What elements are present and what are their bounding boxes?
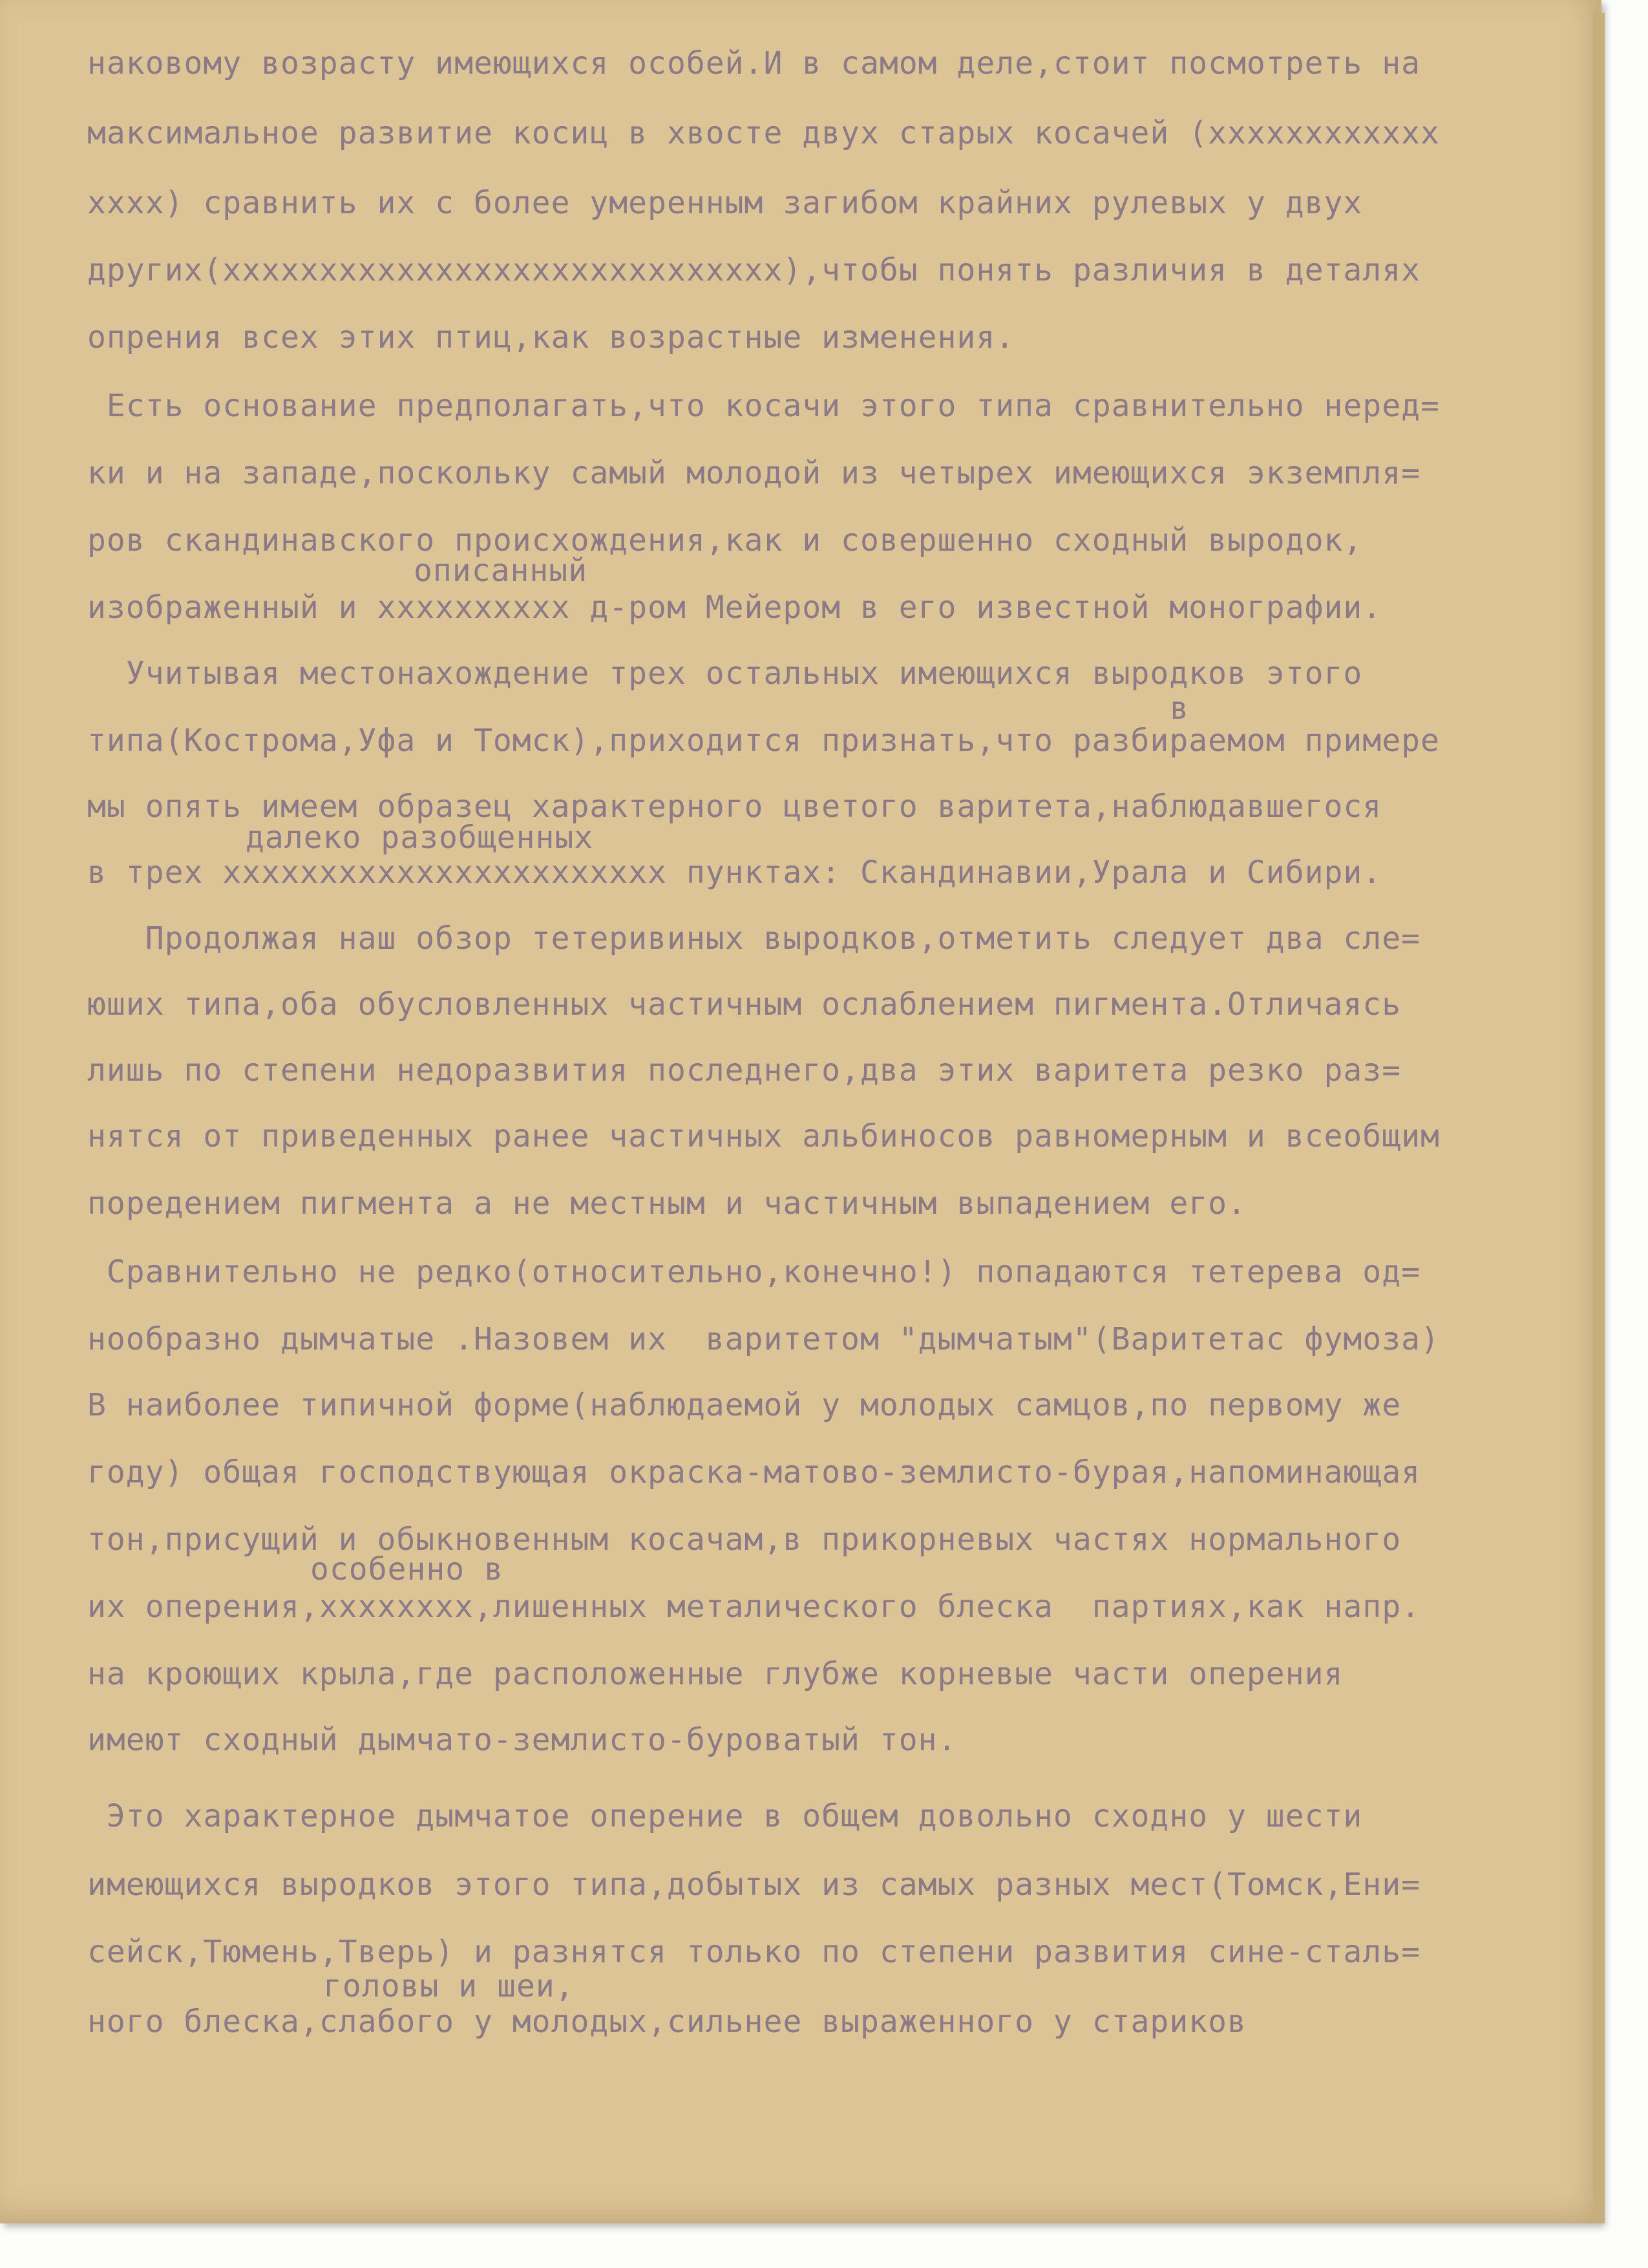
text-line: на кроющих крыла,где расположенные глубже корневые части оперения: [87, 1656, 1344, 1692]
text-line: Сравнительно не редко(относительно,конечно!) попадаются тетерева од=: [87, 1254, 1421, 1290]
handwritten-insertion: описанный: [414, 553, 588, 589]
text-line: нятся от приведенных ранее частичных альбиносов равномерным и всеобщим: [87, 1118, 1440, 1154]
text-line: наковому возрасту имеющихся особей.И в самом деле,стоит посмотреть на: [87, 45, 1421, 81]
text-line: имеющихся выродков этого типа,добытых из самых разных мест(Томск,Ени=: [87, 1867, 1421, 1903]
text-line: ров скандинавского происхождения,как и совершенно сходный выродок,: [87, 522, 1363, 558]
text-line: Учитывая местонахождение трех остальных имеющихся выродков этого: [87, 655, 1363, 692]
text-line: ки и на западе,поскольку самый молодой из четырех имеющихся экземпля=: [87, 455, 1421, 491]
text-line: Есть основание предполагать,что косачи этого типа сравнительно неред=: [87, 388, 1440, 424]
typed-insertion: в: [1170, 690, 1189, 726]
typed-insertion: головы и шеи,: [323, 1968, 575, 2004]
text-line: максимальное развитие косиц в хвосте двух старых косачей (xxxxxxxxxxxx: [87, 115, 1440, 151]
text-line: xxxx) сравнить их с более умеренным загибом крайних рулевых у двух: [87, 185, 1363, 221]
text-line: тон,присущий и обыкновенным косачам,в прикорневых частях нормального: [87, 1521, 1402, 1558]
text-line: нообразно дымчатые .Назовем их варитетом "дымчатым"(Варитетас фумоза): [87, 1321, 1440, 1357]
text-line: Это характерное дымчатое оперение в общем довольно сходно у шести: [87, 1798, 1363, 1834]
text-line: в трех xxxxxxxxxxxxxxxxxxxxxxx пунктах: Скандинавии,Урала и Сибири.: [87, 854, 1382, 891]
text-line: мы опять имеем образец характерного цветого варитета,наблюдавшегося: [87, 789, 1382, 825]
text-line: поредением пигмента а не местным и частичным выпадением его.: [87, 1185, 1247, 1222]
text-line: изображенный и xxxxxxxxxx д-ром Мейером в его известной монографии.: [87, 589, 1382, 626]
text-line: их оперения,xxxxxxxx,лишенных металического блеска партиях,как напр.: [87, 1589, 1421, 1625]
text-line: типа(Кострома,Уфа и Томск),приходится признать,что разбираемом примере: [87, 723, 1440, 759]
text-line: сейск,Тюмень,Тверь) и разнятся только по степени развития сине-сталь=: [87, 1934, 1421, 1970]
text-line: имеют сходный дымчато-землисто-буроватый тон.: [87, 1722, 957, 1758]
text-line: ного блеска,слабого у молодых,сильнее выраженного у стариков: [87, 2004, 1247, 2040]
text-line: других(xxxxxxxxxxxxxxxxxxxxxxxxxxxxx),чтобы понять различия в деталях: [87, 252, 1421, 288]
text-line: опрения всех этих птиц,как возрастные изменения.: [87, 319, 1015, 355]
text-line: Продолжая наш обзор тетеривиных выродков,отметить следует два сле=: [87, 920, 1421, 957]
text-line: лишь по степени недоразвития последнего,два этих варитета резко раз=: [87, 1052, 1402, 1088]
text-line: В наиболее типичной форме(наблюдаемой у молодых самцов,по первому же: [87, 1387, 1402, 1423]
typed-insertion: особенно в: [310, 1551, 503, 1587]
text-line: году) общая господствующая окраска-матово-землисто-бурая,напоминающая: [87, 1454, 1421, 1490]
typed-insertion: далеко разобщенных: [246, 820, 594, 856]
text-line: юших типа,оба обусловленных частичным ослаблением пигмента.Отличаясь: [87, 986, 1402, 1023]
